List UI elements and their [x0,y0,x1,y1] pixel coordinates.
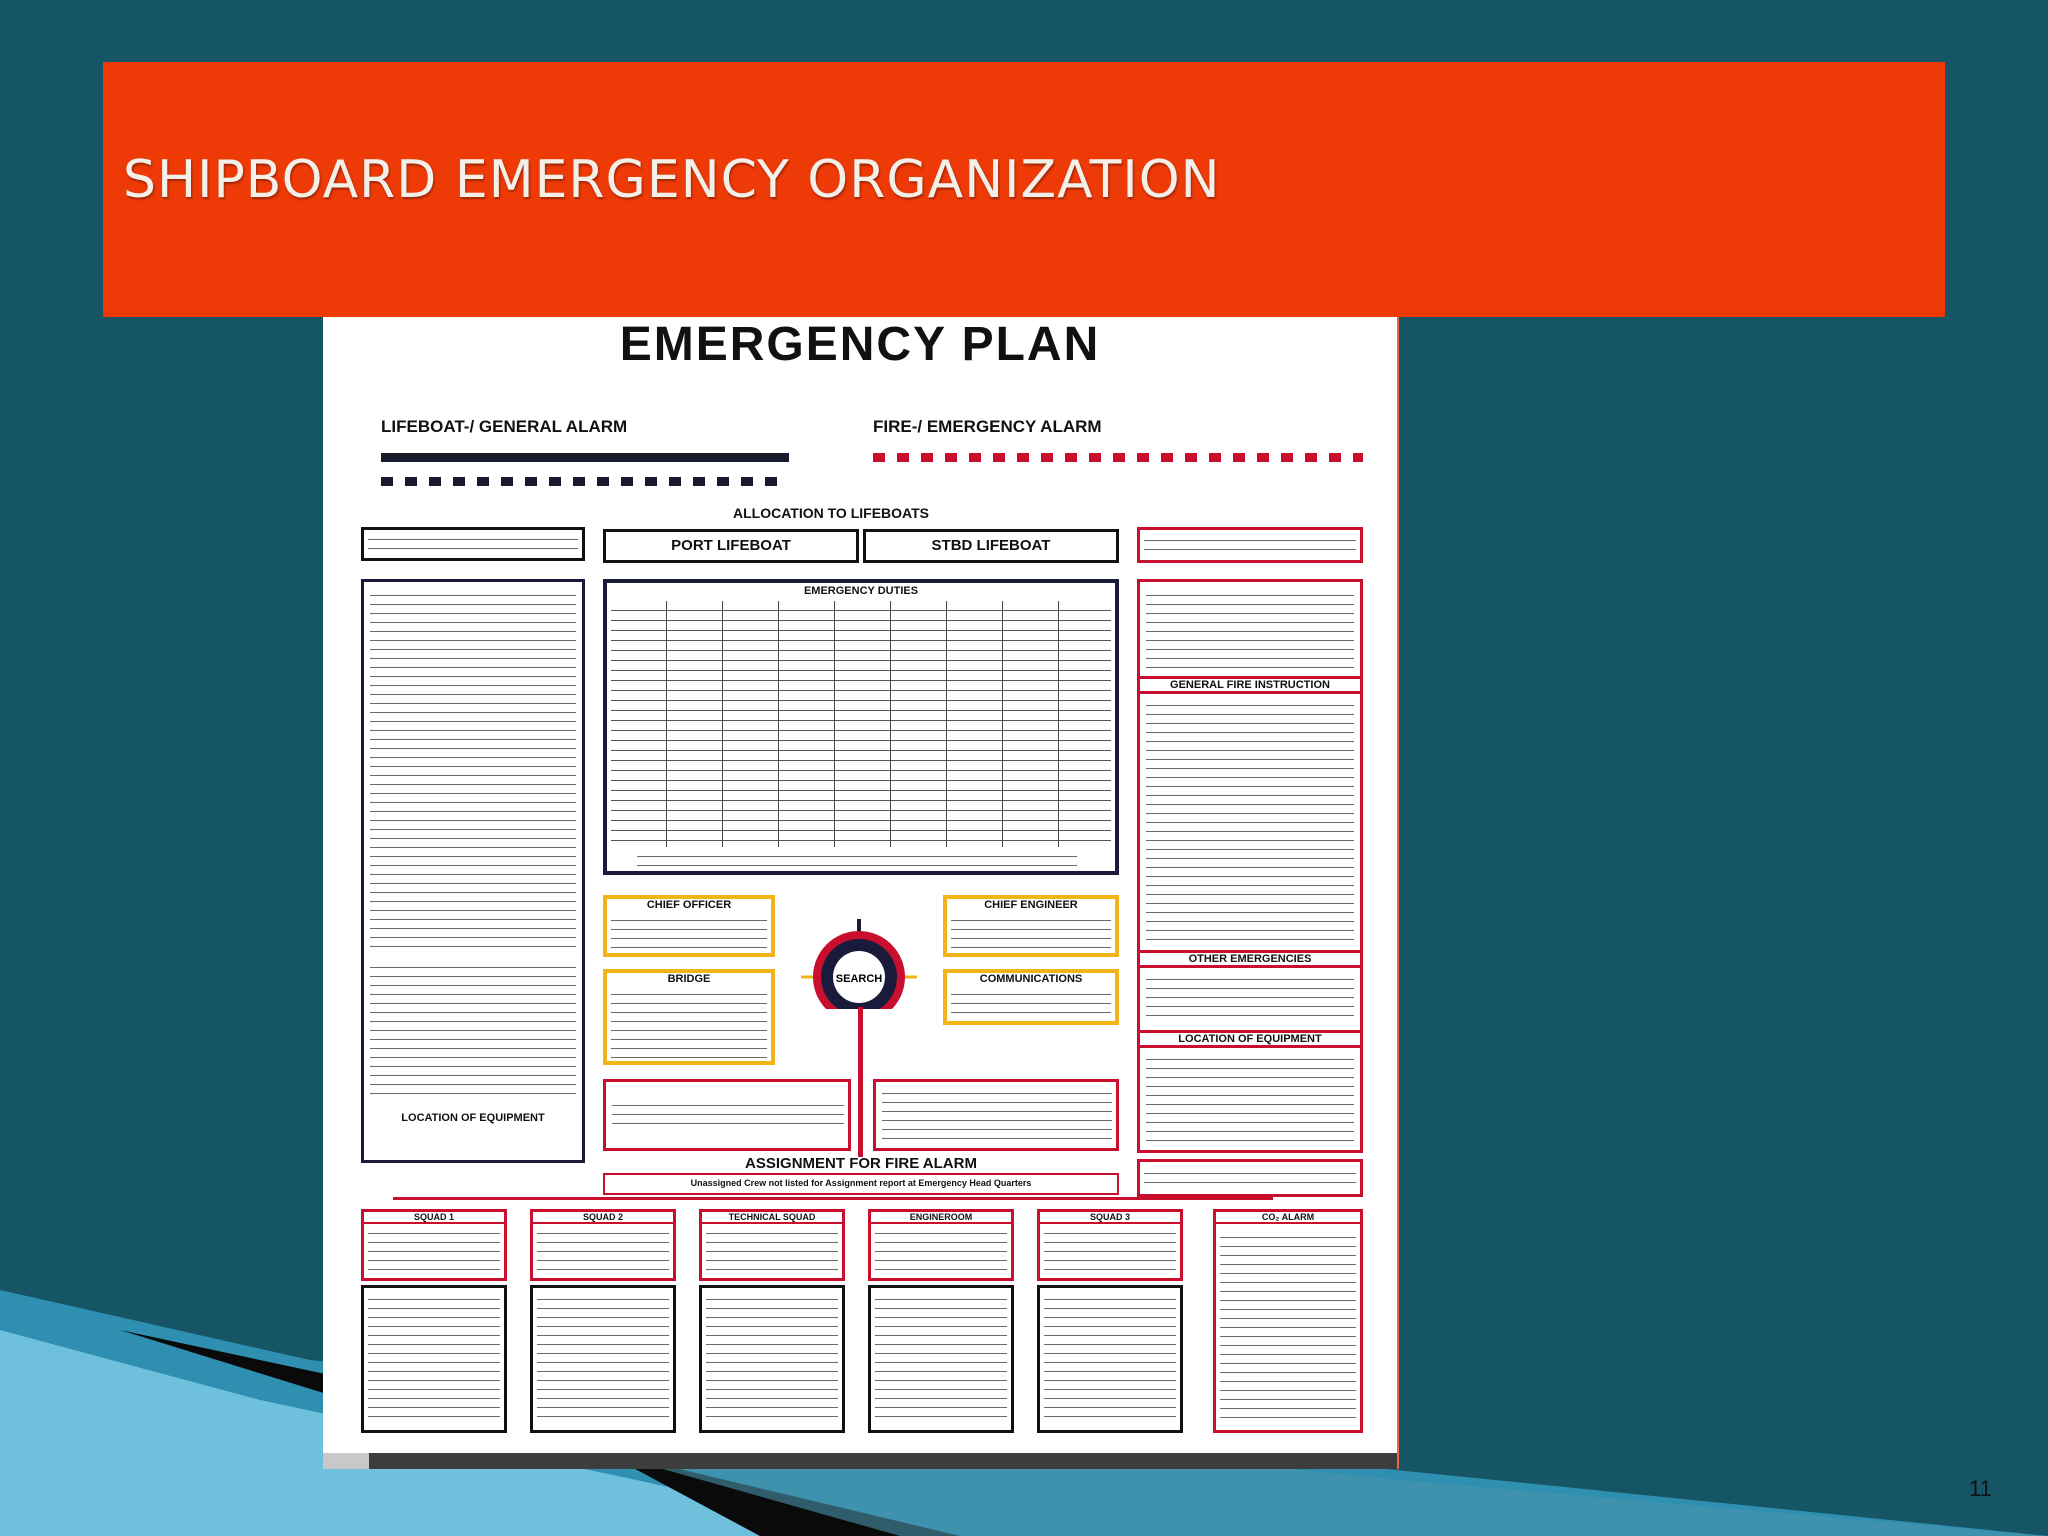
bridge-box: BRIDGE [603,969,775,1065]
co2-alarm-box: CO₂ ALARM [1213,1209,1363,1433]
assignment-subheading-box: Unassigned Crew not listed for Assignment report at Emergency Head Quarters [603,1173,1119,1195]
squad-1-box: SQUAD 1 [361,1209,507,1281]
port-lifeboat-box: PORT LIFEBOAT [603,529,859,563]
location-of-equipment-heading: LOCATION OF EQUIPMENT [1140,1030,1360,1048]
squad-2-duties [530,1285,676,1433]
page-number: 11 [1969,1476,1992,1501]
left-location-heading: LOCATION OF EQUIPMENT [401,1112,545,1124]
emergency-duties-table: EMERGENCY DUTIES [603,579,1119,875]
squad-3-box: SQUAD 3 [1037,1209,1183,1281]
right-note-box [1137,527,1363,563]
lifeboat-alarm-signal-short [381,477,789,486]
emergency-plan-image [323,317,1399,1469]
right-footer-box [1137,1159,1363,1197]
right-instructions-panel [1137,579,1363,1153]
general-fire-instruction-heading: GENERAL FIRE INSTRUCTION [1140,676,1360,694]
technical-squad-duties [699,1285,845,1433]
chief-officer-box: CHIEF OFFICER [603,895,775,957]
fire-alarm-heading: FIRE-/ EMERGENCY ALARM [873,417,1102,436]
squad-2-box: SQUAD 2 [530,1209,676,1281]
slide-title: SHIPBOARD EMERGENCY ORGANIZATION [123,150,1221,210]
other-emergencies-heading: OTHER EMERGENCIES [1140,950,1360,968]
seal-label: SEARCH [835,973,883,985]
plan-title: EMERGENCY PLAN [619,318,1101,371]
fire-alarm-signal [873,453,1363,462]
assignment-heading: ASSIGNMENT FOR FIRE ALARM [745,1155,977,1172]
left-note-box [361,527,585,561]
engineroom-duties [868,1285,1014,1433]
seal-connector [858,1007,863,1157]
communications-box: COMMUNICATIONS [943,969,1119,1025]
engineroom-box: ENGINEROOM [868,1209,1014,1281]
squad-connector [393,1197,1273,1200]
doc-footer-left [323,1453,369,1469]
technical-squad-box: TECHNICAL SQUAD [699,1209,845,1281]
allocation-heading: ALLOCATION TO LIFEBOATS [733,505,929,521]
info-box-left [603,1079,851,1151]
stbd-lifeboat-box: STBD LIFEBOAT [863,529,1119,563]
left-instructions-panel [361,579,585,1163]
lifeboat-alarm-heading: LIFEBOAT-/ GENERAL ALARM [381,417,628,436]
info-box-right [873,1079,1119,1151]
emergency-headquarters-seal [801,919,917,1009]
squad-3-duties [1037,1285,1183,1433]
chief-engineer-box: CHIEF ENGINEER [943,895,1119,957]
doc-footer-bar [369,1453,1397,1469]
lifeboat-alarm-signal-long [381,453,789,462]
squad-1-duties [361,1285,507,1433]
title-bar [103,62,1945,317]
